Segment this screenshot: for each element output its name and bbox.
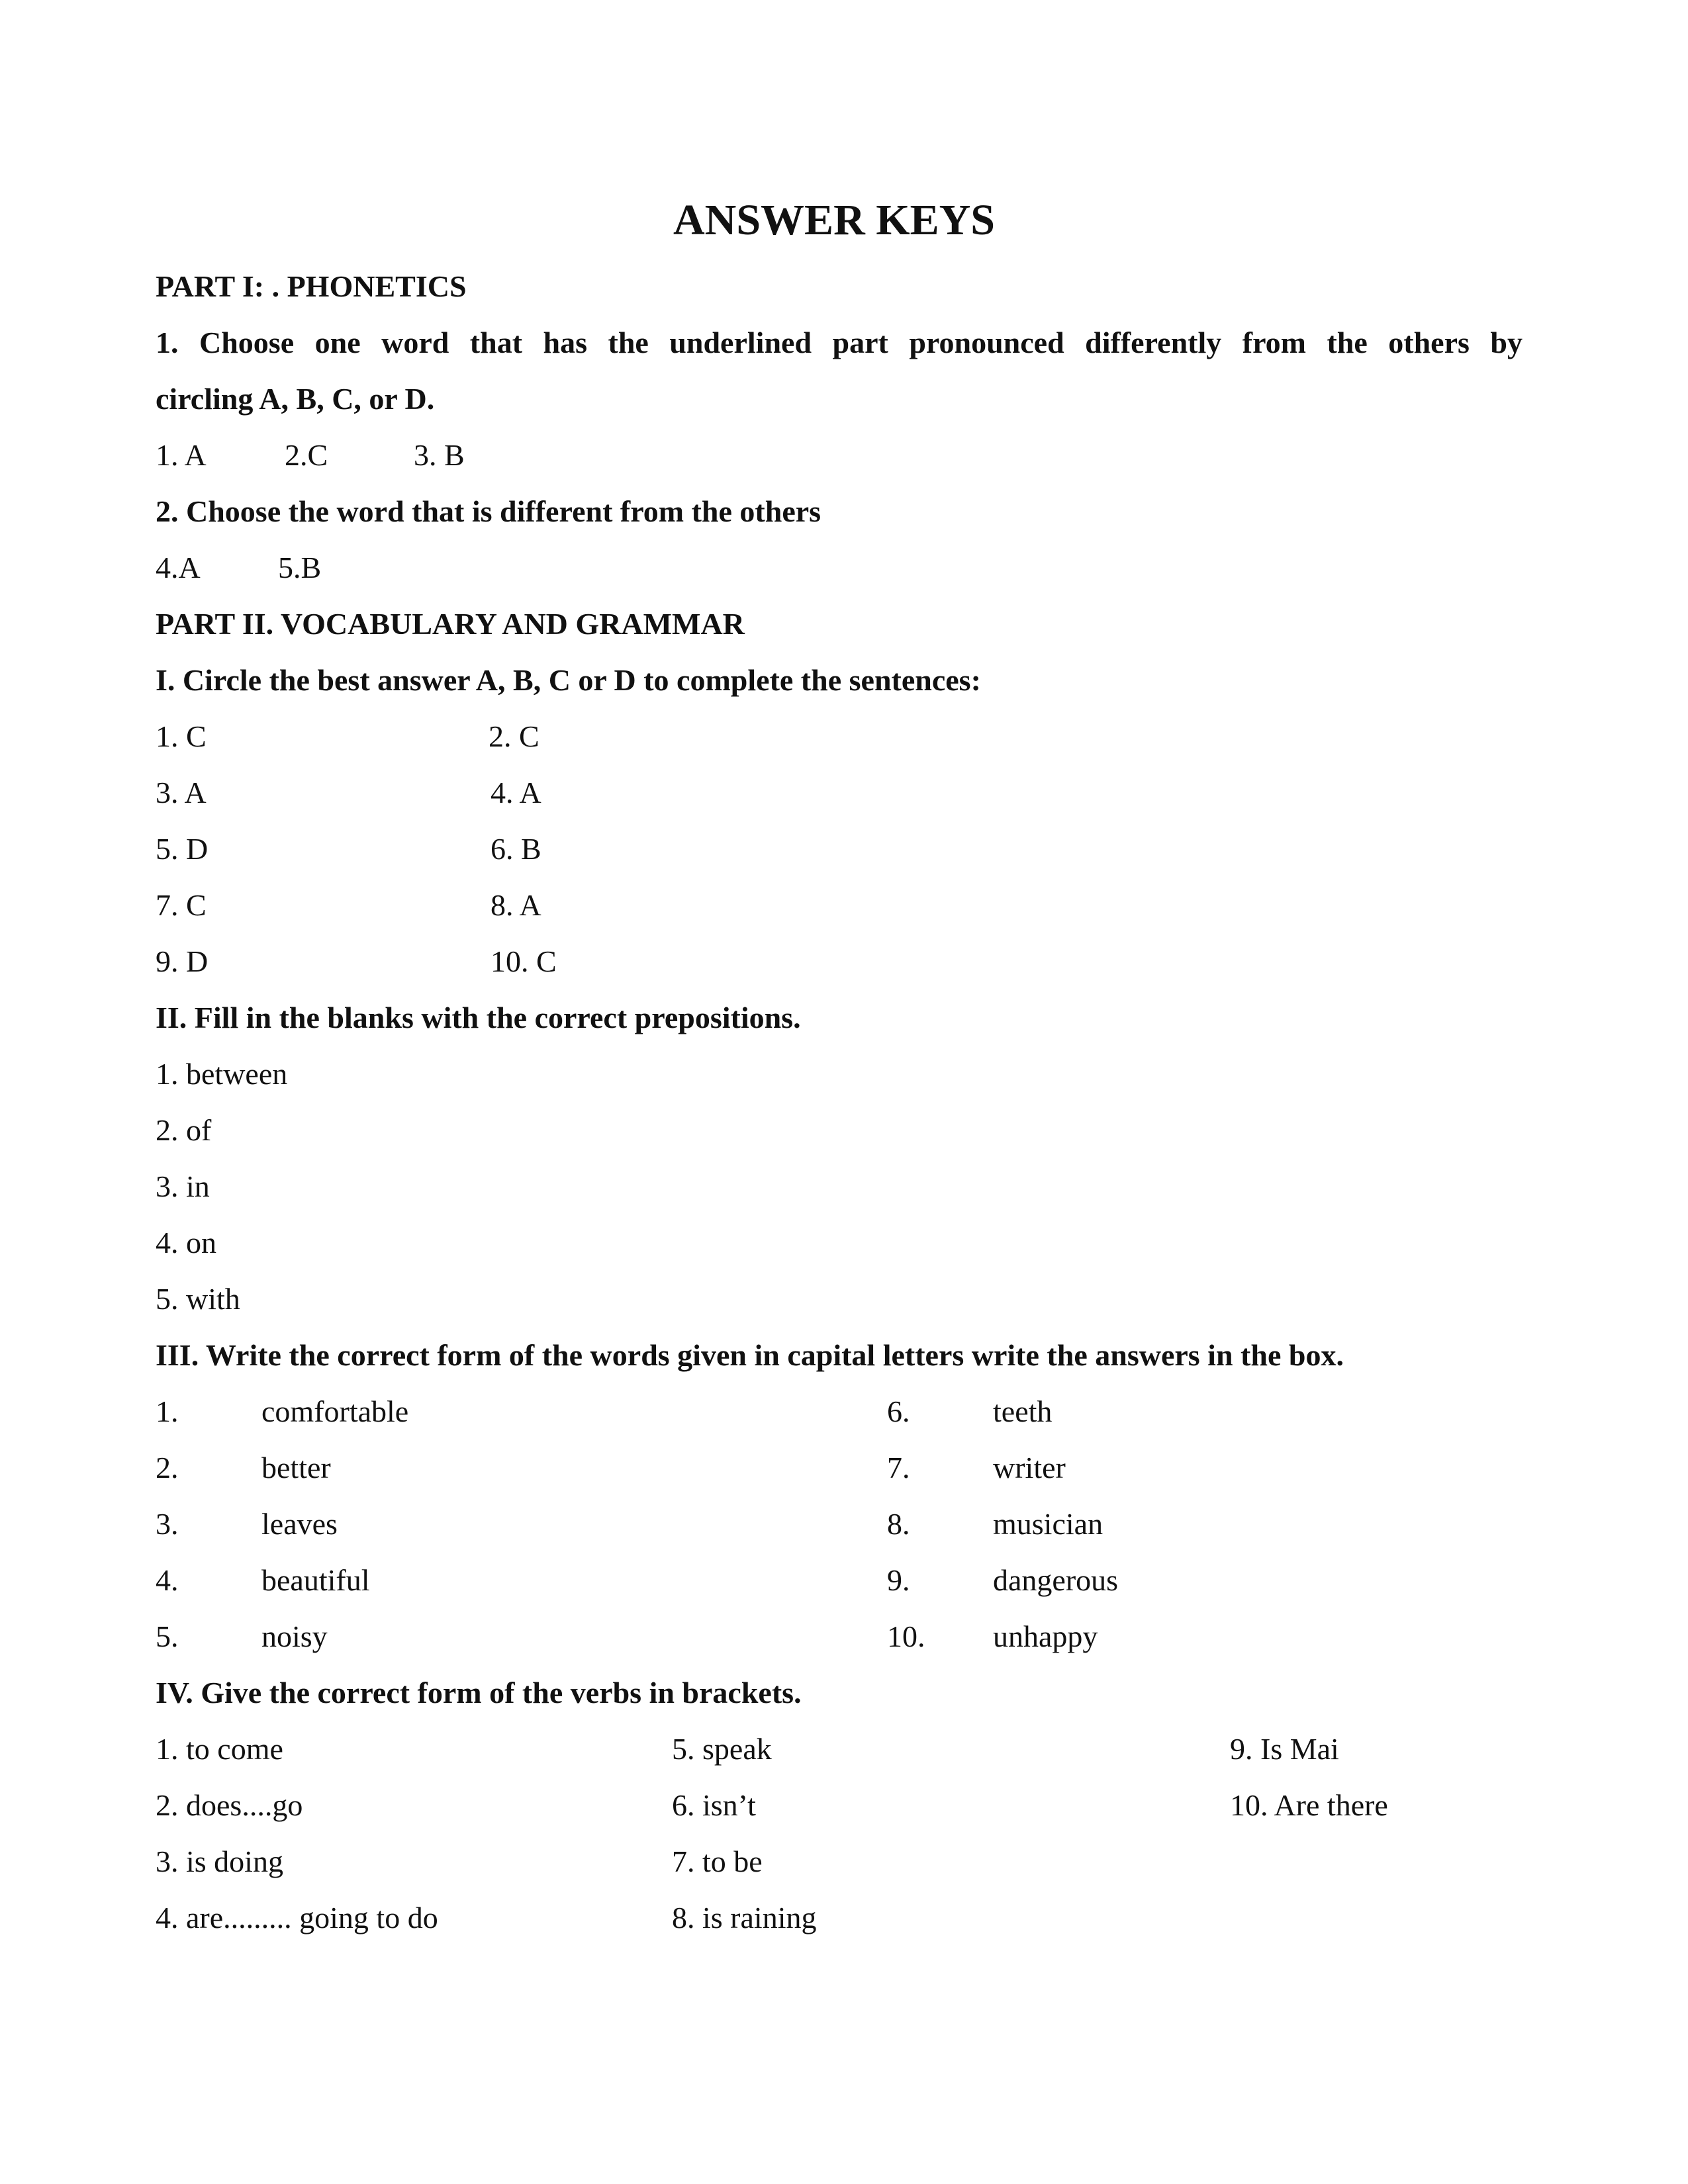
sectionIII-num: 7. <box>887 1451 910 1484</box>
sectionIV-answer: 9. Is Mai <box>1230 1732 1339 1766</box>
part2-heading: PART II. VOCABULARY AND GRAMMAR <box>156 607 745 641</box>
part2-sectionIV-heading: IV. Give the correct form of the verbs in brackets. <box>156 1676 802 1709</box>
sectionIII-num: 8. <box>887 1507 910 1541</box>
sectionI-answer: 9. D <box>156 944 209 978</box>
sectionI-answer: 6. B <box>491 832 541 866</box>
part1-section1-heading-line2: circling A, B, C, or D. <box>156 382 435 416</box>
sectionI-answer: 10. C <box>491 944 557 978</box>
sectionIII-num: 9. <box>887 1563 910 1597</box>
part1-heading: PART I: . PHONETICS <box>156 269 467 303</box>
sectionIII-word: beautiful <box>261 1563 370 1597</box>
sectionII-answer: 5. with <box>156 1282 240 1316</box>
sectionI-answer: 5. D <box>156 832 209 866</box>
sectionIV-answer: 1. to come <box>156 1732 283 1766</box>
part1-answer: 5.B <box>278 551 322 584</box>
part1-answer: 2.C <box>285 438 328 472</box>
sectionII-answer: 4. on <box>156 1226 216 1259</box>
sectionIV-answer: 6. isn’t <box>672 1788 756 1822</box>
sectionIII-word: better <box>261 1451 331 1484</box>
sectionIII-word: leaves <box>261 1507 338 1541</box>
sectionIV-answer: 8. is raining <box>672 1901 817 1934</box>
sectionIV-answer: 3. is doing <box>156 1844 283 1878</box>
part2-sectionII-heading: II. Fill in the blanks with the correct prepositions. <box>156 1001 801 1034</box>
sectionIII-num: 4. <box>156 1563 179 1597</box>
part2-sectionIII-heading: III. Write the correct form of the words given in capital letters write the answers in the box. <box>156 1338 1344 1372</box>
sectionIII-num: 2. <box>156 1451 179 1484</box>
sectionI-answer: 2. C <box>489 719 539 753</box>
sectionIII-num: 1. <box>156 1394 179 1428</box>
sectionIII-word: dangerous <box>993 1563 1119 1597</box>
sectionIV-answer: 5. speak <box>672 1732 772 1766</box>
sectionII-answer: 1. between <box>156 1057 288 1091</box>
sectionI-answer: 8. A <box>491 888 541 922</box>
part1-answer: 3. B <box>414 438 465 472</box>
part1-answer: 4.A <box>156 551 201 584</box>
sectionIII-word: teeth <box>993 1394 1053 1428</box>
part1-answer: 1. A <box>156 438 207 472</box>
sectionIII-num: 3. <box>156 1507 179 1541</box>
sectionI-answer: 4. A <box>491 776 541 809</box>
sectionII-answer: 2. of <box>156 1113 212 1147</box>
sectionIV-answer: 7. to be <box>672 1844 763 1878</box>
sectionIII-num: 10. <box>887 1619 925 1653</box>
sectionIV-answer: 2. does....go <box>156 1788 303 1822</box>
sectionIII-word: comfortable <box>261 1394 409 1428</box>
sectionI-answer: 7. C <box>156 888 207 922</box>
sectionIII-word: musician <box>993 1507 1103 1541</box>
sectionIII-num: 6. <box>887 1394 910 1428</box>
sectionIV-answer: 4. are......... going to do <box>156 1901 438 1934</box>
sectionII-answer: 3. in <box>156 1169 210 1203</box>
sectionIV-answer: 10. Are there <box>1230 1788 1388 1822</box>
sectionIII-num: 5. <box>156 1619 179 1653</box>
sectionIII-word: noisy <box>261 1619 328 1653</box>
sectionI-answer: 1. C <box>156 719 207 753</box>
sectionI-answer: 3. A <box>156 776 207 809</box>
part2-sectionI-heading: I. Circle the best answer A, B, C or D to complete the sentences: <box>156 663 981 697</box>
part1-section1-heading-line1: 1. Choose one word that has the underlined part pronounced differently from the others by <box>156 326 1523 359</box>
sectionIII-word: writer <box>993 1451 1066 1484</box>
page-title: ANSWER KEYS <box>673 196 995 244</box>
part1-section2-heading: 2. Choose the word that is different from the others <box>156 494 821 528</box>
sectionIII-word: unhappy <box>993 1619 1098 1653</box>
